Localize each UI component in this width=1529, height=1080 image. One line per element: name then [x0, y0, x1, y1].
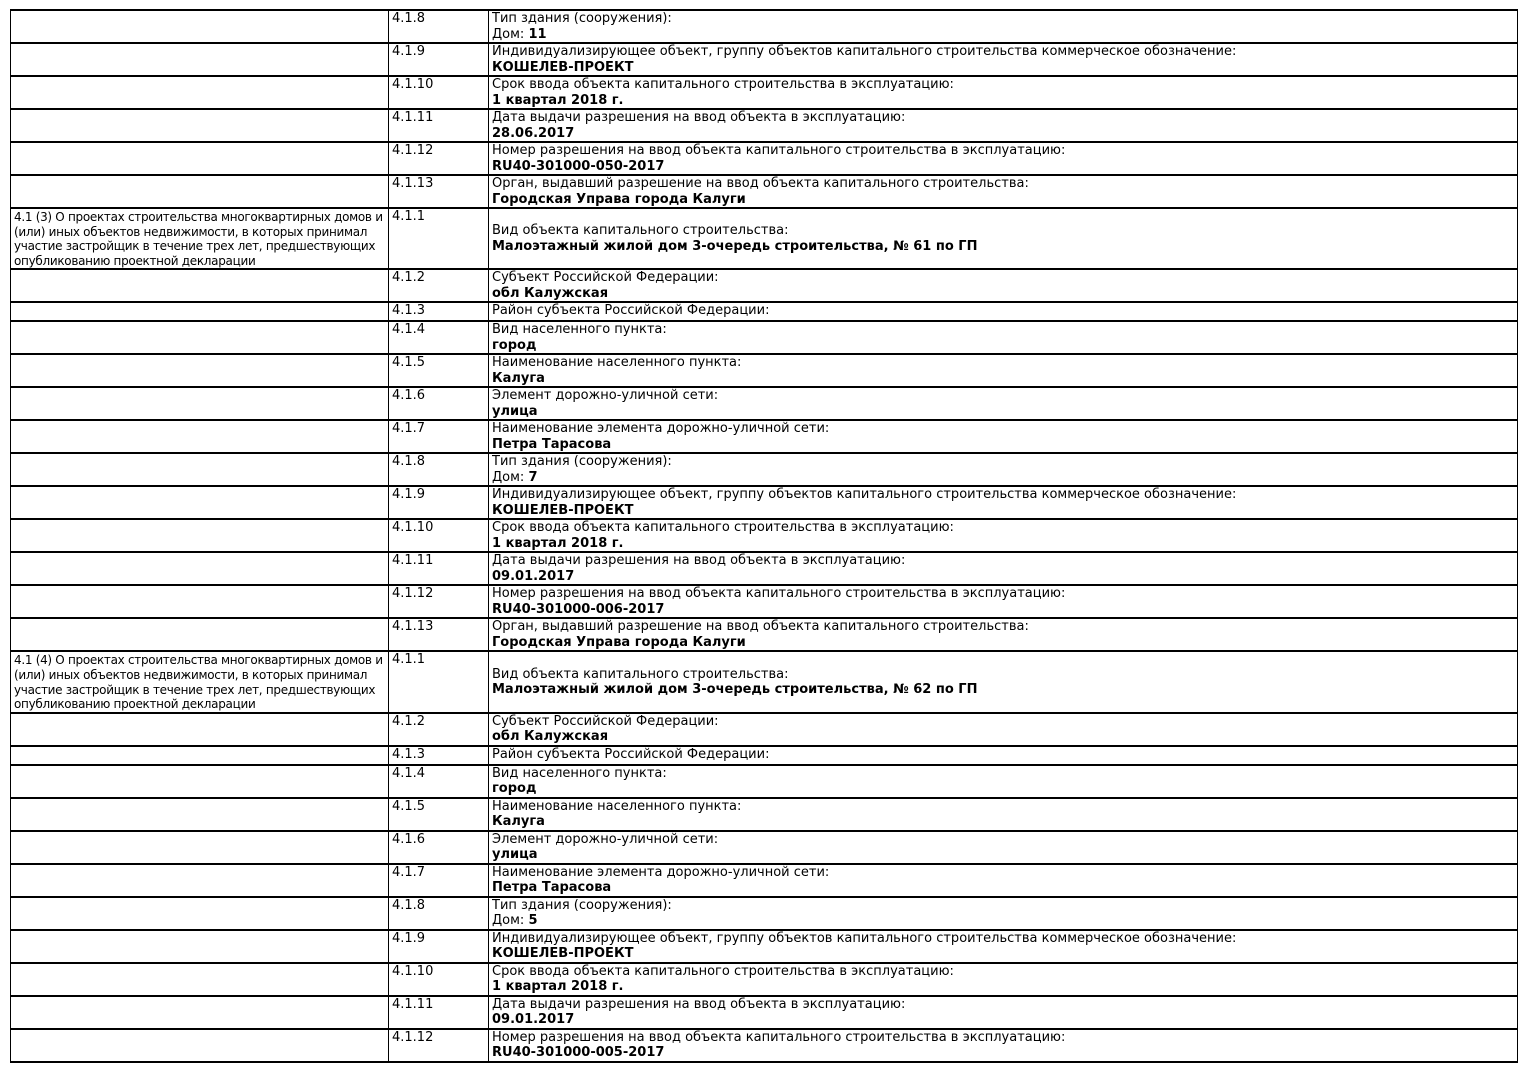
table-row	[11, 302, 1518, 321]
table-row	[11, 651, 1518, 712]
row-number-cell: 4.1.13	[389, 618, 489, 651]
table-row	[11, 963, 1518, 996]
field-value-text: Калуга	[492, 814, 545, 830]
field-value-text: Малоэтажный жилой дом 3-очередь строительства, № 62 по ГП	[492, 682, 978, 698]
field-label: Вид населенного пункта:	[492, 322, 667, 338]
section-title-cell	[11, 453, 389, 486]
declaration-table-body	[11, 10, 1518, 1062]
row-number-cell: 4.1.11	[389, 996, 489, 1029]
field-value-text: Городская Управа города Калуги	[492, 634, 746, 650]
field-cell	[489, 831, 1518, 864]
field-label: Вид объекта капитального строительства:	[492, 223, 789, 239]
field-value-text: 1 квартал 2018 г.	[492, 535, 624, 551]
section-title-cell	[11, 930, 389, 963]
table-row	[11, 321, 1518, 354]
field-label: Дата выдачи разрешения на ввод объекта в эксплуатацию:	[492, 553, 906, 569]
table-row	[11, 269, 1518, 302]
table-row	[11, 713, 1518, 746]
section-title-cell	[11, 486, 389, 519]
field-value	[492, 93, 1514, 109]
field-value	[492, 729, 1514, 745]
field-value	[492, 602, 1514, 618]
table-row	[11, 354, 1518, 387]
section-title-cell	[11, 208, 389, 269]
field-value-prefix: Дом:	[492, 469, 529, 485]
field-value	[492, 979, 1514, 995]
field-label: Тип здания (сооружения):	[492, 454, 672, 470]
field-label: Срок ввода объекта капитального строительства в эксплуатацию:	[492, 963, 954, 979]
field-value-prefix: Дом:	[492, 26, 529, 42]
field-value-text: город	[492, 781, 537, 797]
field-value-text: 1 квартал 2018 г.	[492, 92, 624, 108]
field-label: Вид объекта капитального строительства:	[492, 666, 789, 682]
field-label: Дата выдачи разрешения на ввод объекта в эксплуатацию:	[492, 996, 906, 1012]
section-title-cell	[11, 420, 389, 453]
field-label: Наименование элемента дорожно-уличной сети:	[492, 421, 830, 437]
row-number-cell: 4.1.9	[389, 43, 489, 76]
field-value-text: 5	[528, 913, 538, 929]
section-title-cell	[11, 963, 389, 996]
row-number-cell: 4.1.6	[389, 831, 489, 864]
field-label: Субъект Российской Федерации:	[492, 270, 719, 286]
row-number-cell: 4.1.3	[389, 302, 489, 321]
section-title-cell	[11, 765, 389, 798]
field-cell	[489, 175, 1518, 208]
field-cell	[489, 519, 1518, 552]
field-label: Срок ввода объекта капитального строительства в эксплуатацию:	[492, 77, 954, 92]
field-cell	[489, 109, 1518, 142]
field-label: Элемент дорожно-уличной сети:	[492, 831, 719, 847]
field-value	[492, 159, 1514, 175]
section-title-cell	[11, 897, 389, 930]
section-title-cell	[11, 651, 389, 712]
field-value	[492, 60, 1514, 76]
field-value	[492, 814, 1514, 830]
section-title-cell	[11, 618, 389, 651]
row-number-cell: 4.1.8	[389, 897, 489, 930]
field-label: Индивидуализирующее объект, группу объектов капитального строительства коммерческое обозначение:	[492, 44, 1237, 59]
section-title-cell	[11, 76, 389, 109]
section-title-cell	[11, 746, 389, 765]
field-cell	[489, 486, 1518, 519]
section-title-cell	[11, 585, 389, 618]
field-label: Орган, выдавший разрешение на ввод объекта капитального строительства:	[492, 619, 1029, 635]
section-title-cell	[11, 713, 389, 746]
section-title-cell	[11, 109, 389, 142]
table-row	[11, 10, 1518, 43]
row-number-cell: 4.1.8	[389, 10, 489, 43]
row-number-cell: 4.1.9	[389, 486, 489, 519]
row-number-cell: 4.1.4	[389, 765, 489, 798]
section-title-cell	[11, 142, 389, 175]
field-value-text: 28.06.2017	[492, 125, 575, 141]
field-value	[492, 635, 1514, 651]
table-row	[11, 109, 1518, 142]
field-label: Тип здания (сооружения):	[492, 11, 672, 26]
field-cell	[489, 142, 1518, 175]
field-label: Район субъекта Российской Федерации:	[492, 303, 770, 319]
row-number-cell: 4.1.10	[389, 963, 489, 996]
row-number-cell: 4.1.10	[389, 519, 489, 552]
field-value	[492, 371, 1514, 387]
section-title-cell	[11, 552, 389, 585]
field-label: Наименование населенного пункта:	[492, 355, 742, 371]
field-cell	[489, 765, 1518, 798]
field-value	[492, 470, 1514, 486]
table-row	[11, 420, 1518, 453]
section-title-cell	[11, 302, 389, 321]
row-number-cell: 4.1.9	[389, 930, 489, 963]
field-cell	[489, 302, 1518, 321]
table-row	[11, 746, 1518, 765]
field-label: Индивидуализирующее объект, группу объектов капитального строительства коммерческое обозначение:	[492, 930, 1237, 946]
field-value-text: Петра Тарасова	[492, 436, 612, 452]
row-number-cell: 4.1.8	[389, 453, 489, 486]
field-cell	[489, 10, 1518, 43]
section-title-cell	[11, 175, 389, 208]
table-row	[11, 930, 1518, 963]
field-cell	[489, 269, 1518, 302]
table-row	[11, 552, 1518, 585]
field-cell	[489, 43, 1518, 76]
field-value	[492, 503, 1514, 519]
field-value	[492, 781, 1514, 797]
table-row	[11, 43, 1518, 76]
section-title-cell	[11, 321, 389, 354]
field-cell	[489, 713, 1518, 746]
field-cell	[489, 864, 1518, 897]
field-label: Тип здания (сооружения):	[492, 897, 672, 913]
field-value-text: КОШЕЛЕВ-ПРОЕКТ	[492, 59, 634, 75]
field-value-text: город	[492, 337, 537, 353]
section-title-cell	[11, 864, 389, 897]
field-cell	[489, 798, 1518, 831]
field-value	[492, 27, 1514, 43]
field-label: Наименование элемента дорожно-уличной сети:	[492, 864, 830, 880]
field-cell	[489, 963, 1518, 996]
row-number-cell: 4.1.12	[389, 142, 489, 175]
row-number-cell: 4.1.6	[389, 387, 489, 420]
field-label: Субъект Российской Федерации:	[492, 713, 719, 729]
table-row	[11, 831, 1518, 864]
table-row	[11, 486, 1518, 519]
field-value	[492, 437, 1514, 453]
field-value-text: 1 квартал 2018 г.	[492, 979, 624, 995]
field-label: Наименование населенного пункта:	[492, 798, 742, 814]
field-value	[492, 1045, 1514, 1061]
field-cell	[489, 453, 1518, 486]
row-number-cell: 4.1.12	[389, 585, 489, 618]
field-label: Элемент дорожно-уличной сети:	[492, 388, 719, 404]
field-cell	[489, 1029, 1518, 1062]
field-value-text: RU40-301000-006-2017	[492, 601, 665, 617]
row-number-cell: 4.1.4	[389, 321, 489, 354]
field-cell	[489, 585, 1518, 618]
field-value-text: RU40-301000-050-2017	[492, 158, 665, 174]
field-value	[492, 682, 1514, 698]
table-row	[11, 142, 1518, 175]
field-value-text: 7	[528, 469, 538, 485]
section-title-cell	[11, 831, 389, 864]
declaration-table	[10, 9, 1518, 1063]
row-number-cell: 4.1.7	[389, 864, 489, 897]
field-value	[492, 126, 1514, 142]
field-value-text: обл Калужская	[492, 285, 609, 301]
section-title-cell	[11, 996, 389, 1029]
field-value	[492, 1012, 1514, 1028]
field-label: Индивидуализирующее объект, группу объектов капитального строительства коммерческое обозначение:	[492, 487, 1237, 503]
field-value	[492, 536, 1514, 552]
row-number-cell: 4.1.5	[389, 798, 489, 831]
row-number-cell: 4.1.2	[389, 269, 489, 302]
field-cell	[489, 996, 1518, 1029]
field-value-text: Калуга	[492, 370, 545, 386]
field-value	[492, 569, 1514, 585]
field-cell	[489, 651, 1518, 712]
field-value	[492, 286, 1514, 302]
row-number-cell: 4.1.11	[389, 109, 489, 142]
section-title-cell	[11, 354, 389, 387]
field-cell	[489, 208, 1518, 269]
row-number-cell: 4.1.5	[389, 354, 489, 387]
section-title-cell	[11, 269, 389, 302]
field-value	[492, 239, 1514, 255]
table-row	[11, 996, 1518, 1029]
field-cell	[489, 420, 1518, 453]
field-cell	[489, 321, 1518, 354]
field-value	[492, 946, 1514, 962]
table-row	[11, 76, 1518, 109]
table-row	[11, 387, 1518, 420]
field-value	[492, 847, 1514, 863]
field-value-text: КОШЕЛЕВ-ПРОЕКТ	[492, 946, 634, 962]
field-value-text: обл Калужская	[492, 729, 609, 745]
field-label: Номер разрешения на ввод объекта капитального строительства в эксплуатацию:	[492, 1029, 1066, 1045]
row-number-cell: 4.1.12	[389, 1029, 489, 1062]
field-cell	[489, 552, 1518, 585]
field-cell	[489, 387, 1518, 420]
section-title-cell	[11, 1029, 389, 1062]
field-label: Номер разрешения на ввод объекта капитального строительства в эксплуатацию:	[492, 586, 1066, 602]
field-value	[492, 192, 1514, 208]
field-label: Район субъекта Российской Федерации:	[492, 746, 770, 762]
field-cell	[489, 897, 1518, 930]
row-number-cell: 4.1.1	[389, 651, 489, 712]
field-value-text: Малоэтажный жилой дом 3-очередь строительства, № 61 по ГП	[492, 238, 978, 254]
row-number-cell: 4.1.7	[389, 420, 489, 453]
row-number-cell: 4.1.10	[389, 76, 489, 109]
table-row	[11, 1029, 1518, 1062]
field-label: Номер разрешения на ввод объекта капитального строительства в эксплуатацию:	[492, 143, 1066, 158]
field-value-text: 09.01.2017	[492, 1012, 575, 1028]
field-value	[492, 338, 1514, 354]
field-cell	[489, 618, 1518, 651]
section-title: 4.1 (4) О проектах строительства многоквартирных домов и (или) иных объектов недвижимости, в которых принимал участие застройщик в течение трех лет, предшествующих опубликованию проектной декларации	[14, 653, 383, 712]
row-number-cell: 4.1.11	[389, 552, 489, 585]
field-value-text: КОШЕЛЕВ-ПРОЕКТ	[492, 502, 634, 518]
field-label: Срок ввода объекта капитального строительства в эксплуатацию:	[492, 520, 954, 536]
field-value-text: RU40-301000-005-2017	[492, 1045, 665, 1061]
field-label: Дата выдачи разрешения на ввод объекта в эксплуатацию:	[492, 110, 906, 125]
field-cell	[489, 354, 1518, 387]
table-row	[11, 453, 1518, 486]
field-value-text: Петра Тарасова	[492, 880, 612, 896]
section-title-cell	[11, 43, 389, 76]
table-row	[11, 765, 1518, 798]
table-row	[11, 864, 1518, 897]
table-row	[11, 585, 1518, 618]
field-label: Вид населенного пункта:	[492, 765, 667, 781]
row-number-cell: 4.1.2	[389, 713, 489, 746]
field-cell	[489, 746, 1518, 765]
row-number-cell: 4.1.13	[389, 175, 489, 208]
row-number-cell: 4.1.1	[389, 208, 489, 269]
table-row	[11, 897, 1518, 930]
section-title-cell	[11, 10, 389, 43]
field-value-text: улица	[492, 403, 538, 419]
field-value	[492, 913, 1514, 929]
section-title: 4.1 (3) О проектах строительства многоквартирных домов и (или) иных объектов недвижимости, в которых принимал участие застройщик в течение трех лет, предшествующих опубликованию проектной декларации	[14, 210, 383, 268]
field-cell	[489, 76, 1518, 109]
table-row	[11, 618, 1518, 651]
section-title-cell	[11, 387, 389, 420]
table-row	[11, 208, 1518, 269]
row-number-cell: 4.1.3	[389, 746, 489, 765]
field-value	[492, 404, 1514, 420]
section-title-cell	[11, 798, 389, 831]
field-label: Орган, выдавший разрешение на ввод объекта капитального строительства:	[492, 176, 1029, 191]
table-row	[11, 175, 1518, 208]
section-title-cell	[11, 519, 389, 552]
field-value-text: 09.01.2017	[492, 568, 575, 584]
field-cell	[489, 930, 1518, 963]
field-value-text: улица	[492, 847, 538, 863]
table-row	[11, 519, 1518, 552]
table-row	[11, 798, 1518, 831]
field-value-prefix: Дом:	[492, 913, 529, 929]
field-value-text: Городская Управа города Калуги	[492, 191, 746, 207]
field-value	[492, 880, 1514, 896]
field-value-text: 11	[528, 26, 547, 42]
